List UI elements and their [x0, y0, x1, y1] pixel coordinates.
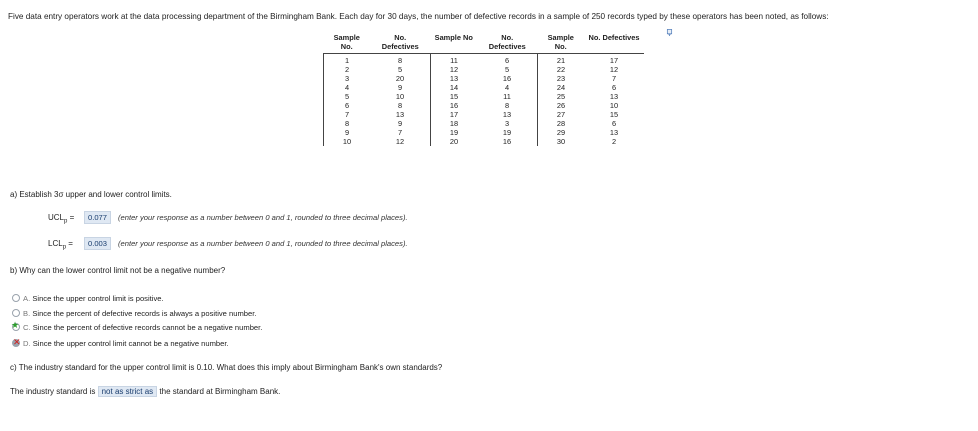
table-cell: 28 [538, 119, 585, 128]
answer-prefix: The industry standard is [10, 387, 96, 396]
table-row [324, 83, 645, 92]
problem-statement: Five data entry operators work at the data processing department of the Birmingham Bank. Each day for 30 days, the number of defective records in a sample of 250 records typed by these operators has been noted, as follows: [8, 12, 829, 21]
col-header: Sample No [434, 33, 473, 42]
table-cell: 24 [538, 83, 585, 92]
part-b-question: b) Why can the lower control limit not be a negative number? [10, 266, 226, 275]
copy-data-icon[interactable] [666, 29, 673, 36]
x-icon: ✕ [13, 337, 21, 347]
table-cell: 3 [504, 119, 510, 128]
table-cell: 13 [502, 110, 512, 119]
table-cell: 12 [431, 65, 478, 74]
option-c[interactable]: C. Since the percent of defective records cannot be a negative number. [12, 323, 262, 332]
table-cell: 19 [431, 128, 478, 137]
option-b[interactable]: B. Since the percent of defective records is always a positive number. [12, 309, 256, 318]
table-row [324, 101, 645, 110]
table-row [324, 92, 645, 101]
table-cell: 13 [609, 92, 619, 101]
lcl-input[interactable]: 0.003 [84, 237, 111, 250]
table-cell: 23 [538, 74, 585, 83]
table-cell: 9 [324, 128, 371, 137]
table-cell: 13 [609, 128, 619, 137]
table-cell: 11 [431, 54, 478, 66]
table-cell: 1 [324, 54, 371, 66]
table-cell: 4 [324, 83, 371, 92]
col-header: Sample No. [333, 33, 360, 51]
table-row [324, 119, 645, 128]
table-row [324, 54, 645, 66]
table-row [324, 137, 645, 146]
table-cell: 4 [504, 83, 510, 92]
table-row [324, 128, 645, 137]
table-cell: 26 [538, 101, 585, 110]
table-cell: 5 [397, 65, 403, 74]
table-cell: 22 [538, 65, 585, 74]
table-cell: 20 [431, 137, 478, 146]
answer-dropdown[interactable]: not as strict as [98, 386, 158, 397]
part-c-question: c) The industry standard for the upper control limit is 0.10. What does this imply about Birmingham Bank's own standards? [10, 363, 443, 372]
table-cell: 15 [609, 110, 619, 119]
table-cell: 27 [538, 110, 585, 119]
table-cell: 10 [324, 137, 371, 146]
answer-suffix: the standard at Birmingham Bank. [159, 387, 281, 396]
option-a[interactable]: A. Since the upper control limit is positive. [12, 294, 164, 303]
table-cell: 15 [431, 92, 478, 101]
table-cell: 10 [395, 92, 405, 101]
table-cell: 6 [504, 56, 510, 65]
ucl-input[interactable]: 0.077 [84, 211, 111, 224]
table-cell: 12 [609, 65, 619, 74]
table-cell: 12 [395, 137, 405, 146]
table-cell: 6 [611, 83, 617, 92]
table-cell: 7 [611, 74, 617, 83]
part-a-question: a) Establish 3σ upper and lower control limits. [10, 190, 172, 199]
table-cell: 7 [397, 128, 403, 137]
col-header: Sample No. [547, 33, 574, 51]
table-cell: 10 [609, 101, 619, 110]
table-cell: 5 [324, 92, 371, 101]
radio-button[interactable] [12, 309, 20, 317]
table-cell: 8 [397, 101, 403, 110]
star-icon: ★ [11, 320, 20, 330]
defects-table [323, 33, 644, 146]
col-header: No. Defectives [488, 33, 526, 51]
table-row [324, 74, 645, 83]
table-cell: 21 [538, 54, 585, 66]
table-cell: 14 [431, 83, 478, 92]
table-cell: 11 [503, 92, 511, 101]
table-cell: 17 [431, 110, 478, 119]
part-c-answer [10, 387, 280, 396]
table-cell: 6 [611, 119, 617, 128]
table-cell: 19 [502, 128, 512, 137]
col-header: No. Defectives [588, 33, 640, 42]
table-cell: 25 [538, 92, 585, 101]
table-cell: 8 [397, 56, 403, 65]
table-cell: 8 [324, 119, 371, 128]
table-cell: 17 [609, 56, 619, 65]
col-header: No. Defectives [381, 33, 419, 51]
table-cell: 6 [324, 101, 371, 110]
table-cell: 29 [538, 128, 585, 137]
table-cell: 7 [324, 110, 371, 119]
table-cell: 8 [504, 101, 510, 110]
ucl-hint: (enter your response as a number between 0 and 1, rounded to three decimal places). [118, 213, 408, 222]
table-cell: 30 [538, 137, 585, 146]
table-cell: 9 [397, 119, 403, 128]
radio-button[interactable] [12, 294, 20, 302]
ucl-label: $UCL_p$ = [48, 213, 75, 225]
table-cell: 16 [502, 137, 512, 146]
table-cell: 9 [397, 83, 403, 92]
table-header-row [324, 33, 645, 51]
table-cell: 18 [431, 119, 478, 128]
table-cell: 13 [431, 74, 478, 83]
table-row [324, 110, 645, 119]
table-cell: 20 [395, 74, 405, 83]
table-cell: 16 [502, 74, 512, 83]
table-cell: 2 [324, 65, 371, 74]
lcl-hint: (enter your response as a number between 0 and 1, rounded to three decimal places). [118, 239, 408, 248]
table-row [324, 65, 645, 74]
table-cell: 3 [324, 74, 371, 83]
table-cell: 2 [611, 137, 617, 146]
table-cell: 13 [395, 110, 405, 119]
option-d[interactable]: D. Since the upper control limit cannot be a negative number. [12, 339, 229, 348]
lcl-label: $LCL_p$ = [48, 239, 73, 251]
table-cell: 5 [504, 65, 510, 74]
table-cell: 16 [431, 101, 478, 110]
